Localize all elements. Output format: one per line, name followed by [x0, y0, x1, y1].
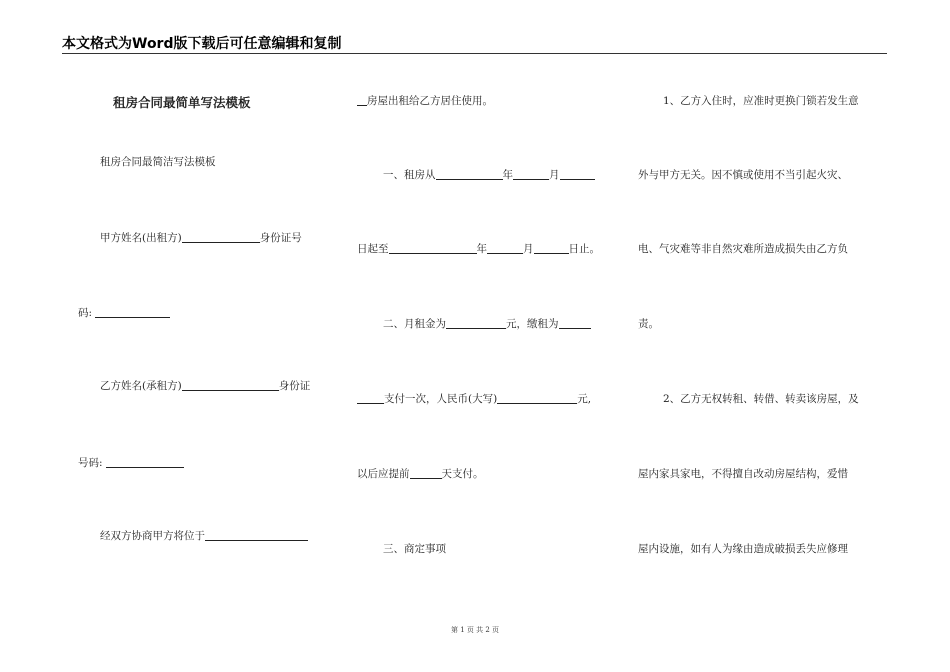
clause-3-item-1-line-1: 1、乙方入住时，应准时更换门锁若发生意 [663, 95, 859, 107]
document-subtitle: 租房合同最简洁写法模板 [100, 156, 216, 168]
page-header: 本文格式为Word版下载后可任意编辑和复制 [62, 36, 342, 52]
party-b-id-line [78, 455, 184, 470]
rental-use-line [357, 93, 493, 108]
start-month-blank [513, 168, 549, 180]
party-b-name-blank [182, 379, 279, 391]
rental-use-text: 房屋出租给乙方居住使用。 [367, 95, 493, 107]
from-label: 日起至 [357, 243, 389, 255]
yuan-label: 元, [577, 393, 592, 405]
clause-3-item-2-line-1: 2、乙方无权转租、转借、转卖该房屋，及 [663, 393, 859, 405]
agreement-text: 经双方协商甲方将位于 [100, 530, 205, 542]
clause-3-item-2-line-2: 屋内家具家电，不得擅自改动房屋结构，爱惜 [638, 468, 848, 480]
id-label: 身份证 [278, 380, 311, 392]
location-blank-cont [357, 94, 367, 106]
payment-text: 支付一次，人民币(大写) [384, 393, 498, 405]
clause-1-line [383, 167, 595, 182]
header-divider [62, 53, 887, 54]
end-year-blank [389, 242, 477, 254]
clause-3-heading: 三、商定事项 [383, 543, 446, 555]
party-a-line [100, 230, 302, 245]
party-b-label: 乙方姓名(承租方) [100, 380, 182, 392]
start-day-blank [560, 168, 595, 180]
days-text: 天支付。 [441, 468, 484, 480]
party-a-id-line [78, 305, 170, 320]
end-month-blank [487, 242, 523, 254]
id-code-label: 号码: [78, 457, 103, 469]
location-blank [205, 529, 308, 541]
days-blank [410, 467, 442, 479]
clause-3-item-2-line-3: 屋内设施，如有人为缘由造成破损丢失应修理 [638, 543, 848, 555]
month-label: 月 [549, 169, 560, 181]
party-a-name-blank [182, 231, 260, 243]
payment-line [357, 391, 591, 406]
year-label: 年 [502, 169, 513, 181]
end-label: 日止。 [568, 243, 600, 255]
period-blank [559, 317, 591, 329]
party-a-label: 甲方姓名(出租方) [100, 232, 182, 244]
page-number: 第 1 页 共 2 页 [450, 626, 500, 634]
clause-2-prefix: 二、月租金为 [383, 318, 446, 330]
rent-blank [446, 317, 506, 329]
start-year-blank [436, 168, 503, 180]
clause-3-item-1-line-4: 责。 [638, 318, 659, 330]
document-title: 租房合同最简单写法模板 [113, 95, 251, 110]
clause-3-item-1-line-2: 外与甲方无关。因不慎或使用不当引起火灾、 [638, 169, 848, 181]
party-b-id-blank [106, 456, 184, 468]
id-label: 身份证号 [259, 232, 302, 244]
advance-text: 以后应提前 [357, 468, 410, 480]
party-b-line [100, 378, 310, 393]
amount-words-blank [497, 392, 577, 404]
clause-1-end-line [357, 241, 600, 256]
period-blank-cont [357, 392, 384, 404]
clause-3-item-1-line-3: 电、气灾难等非自然灾难所造成损失由乙方负 [638, 243, 848, 255]
id-code-label: 码: [78, 307, 93, 319]
party-a-id-blank [95, 306, 170, 318]
year-label: 年 [476, 243, 487, 255]
advance-line [357, 466, 484, 481]
clause-1-prefix: 一、租房从 [383, 169, 436, 181]
clause-2-line [383, 316, 591, 331]
end-day-blank [534, 242, 569, 254]
agreement-line [100, 528, 308, 543]
payment-label: 元，缴租为 [506, 318, 559, 330]
month-label: 月 [523, 243, 534, 255]
